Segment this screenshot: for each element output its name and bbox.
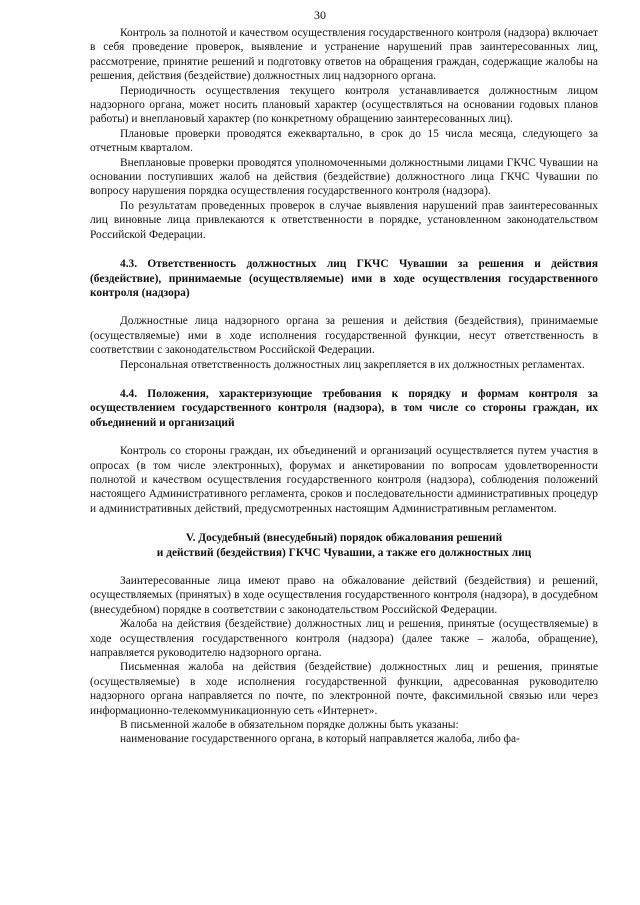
paragraph: Внеплановые проверки проводятся уполномоченными должностными лицами ГКЧС Чувашии на основании поступивших жалоб на действия (бездействие) должностного лица ГКЧС Чувашии по вопросу нарушения порядка осуществления государственного контроля (надзора). [90, 156, 598, 198]
paragraph: Должностные лица надзорного органа за решения и действия (бездействия), принимаемые (осуществляемые) ими в ходе исполнения государственной функции, несут ответственность в соответствии с законодательством Российской Федерации. [90, 315, 598, 357]
paragraph: По результатам проведенных проверок в случае выявления нарушений прав заинтересованных лиц виновные лица привлекаются к ответственности в порядке, установленном законодательством Российской Федерации. [90, 199, 598, 241]
section-heading-4-4: 4.4. Положения, характеризующие требования к порядку и формам контроля за осуществлением государственного контроля (надзора), в том числе со стороны граждан, их объединений и организаций [90, 387, 598, 429]
chapter-heading-v [90, 531, 598, 560]
page-number: 30 [314, 8, 326, 22]
paragraph: Контроль со стороны граждан, их объединений и организаций осуществляется путем участия в опросах (в том числе электронных), форумах и анкетировании по вопросам удовлетворенности полнотой и качеством осуществления государственного контроля (надзора), соблюдения положений настоящего Административного регламента, сроков и последовательности административных процедур и административных действий, предусмотренных настоящим Административным регламентом. [90, 445, 598, 515]
paragraph: В письменной жалобе в обязательном порядке должны быть указаны: [120, 719, 459, 732]
paragraph: Жалоба на действия (бездействие) должностных лиц и решения, принятые (осуществляемые) в ходе осуществления государственного контроля (надзора) (далее также – жалоба, обращение), направляется руководителю надзорного органа. [90, 618, 598, 660]
paragraph: Письменная жалоба на действия (бездействие) должностных лиц и решения, принятые (осуществляемые) в ходе исполнения государственной функции, адресованная руководителю надзорного органа направляется по почте, по электронной почте, факсимильной связью или через информационно-телекоммуникационную сеть «Интернет». [90, 661, 598, 717]
spacer [90, 516, 598, 531]
paragraph: Плановые проверки проводятся ежеквартально, в срок до 15 числа месяца, следующего за отчетным кварталом. [90, 127, 598, 155]
section-heading-4-3: 4.3. Ответственность должностных лиц ГКЧС Чувашии за решения и действия (бездействие), принимаемые (осуществляемые) ими в ходе осуществления государственного контроля (надзора) [90, 258, 598, 299]
paragraph: наименование государственного органа, в который направляется жалоба, либо фа- [120, 733, 520, 746]
spacer [90, 300, 598, 314]
paragraph: Контроль за полнотой и качеством осуществления государственного контроля (надзора) включает в себя проведение проверок, выявление и устранение нарушений прав заинтересованных лиц, рассмотрение, принятие решений и подготовку ответов на обращения граждан, содержащие жалобы на решения, действия (бездействие) должностных лиц надзорного органа. [90, 27, 598, 83]
spacer [90, 560, 598, 574]
spacer [90, 242, 598, 257]
paragraph: Заинтересованные лица имеют право на обжалование действий (бездействия) и решений, осуществляемых (принятых) в ходе осуществления государственного контроля (надзора), в досудебном (внесудебном) порядке в соответствии с законодательством Российской Федерации. [90, 575, 598, 616]
spacer [90, 372, 598, 387]
chapter-heading-line: и действий (бездействия) ГКЧС Чувашии, а также его должностных лиц [156, 546, 532, 559]
paragraph: Персональная ответственность должностных лиц закрепляется в их должностных регламентах. [120, 358, 585, 371]
paragraph: Периодичность осуществления текущего контроля устанавливается должностным лицом надзорного органа, может носить плановый характер (осуществляться на основании годовых планов работы) и внеплановый характер (по конкретному обращению заинтересованных лиц). [90, 84, 598, 126]
document-body [90, 26, 598, 747]
spacer [90, 430, 598, 444]
chapter-heading-line: V. Досудебный (внесудебный) порядок обжалования решений [185, 532, 503, 545]
